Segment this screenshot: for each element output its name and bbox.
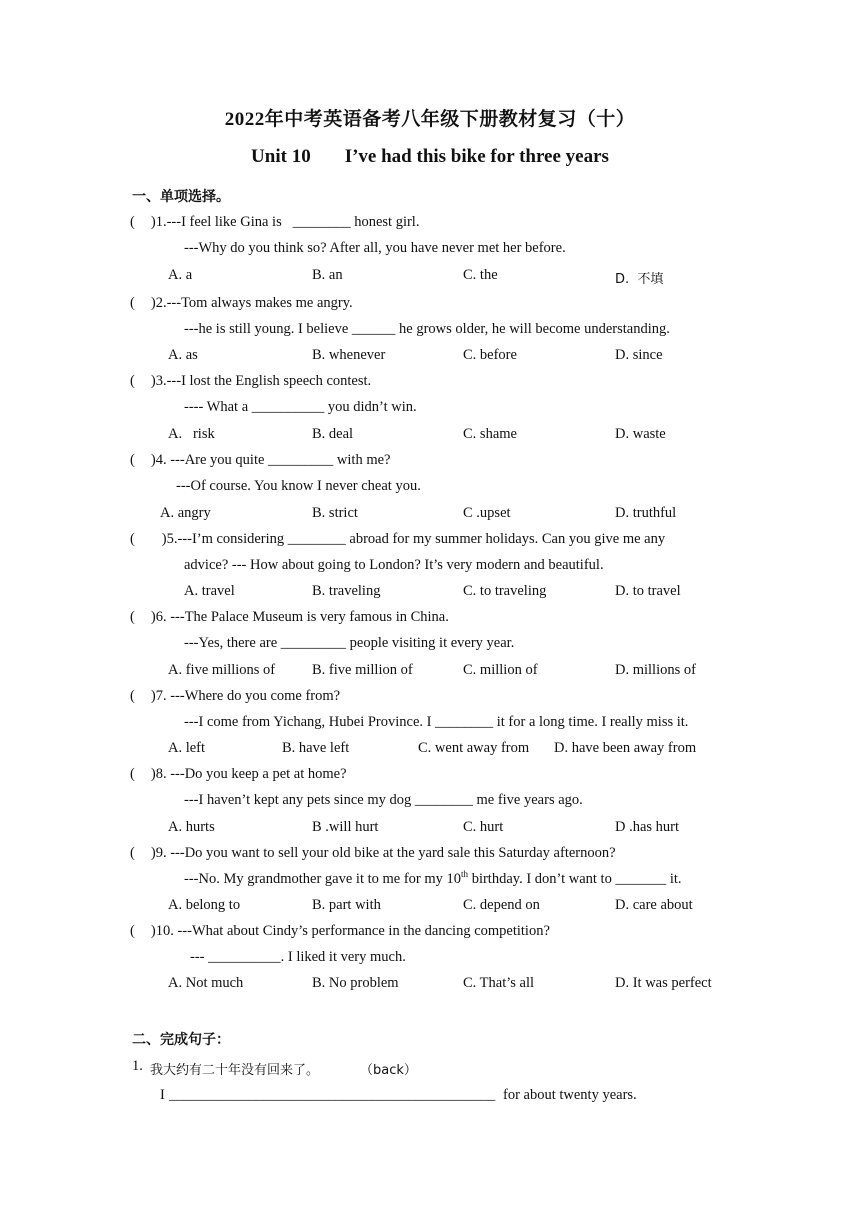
question-stem: )3.---I lost the English speech contest. — [140, 373, 372, 389]
answer-start: I — [160, 1087, 165, 1103]
option-c: C. That’s all — [463, 975, 535, 991]
answer-paren: ( — [130, 295, 135, 311]
question-stem: )2.---Tom always makes me angry. — [140, 295, 353, 311]
option-a: A. Not much — [168, 975, 244, 991]
option-c: C. went away from — [418, 740, 530, 756]
answer-paren: ( — [130, 609, 135, 625]
option-d: D .has hurt — [615, 819, 680, 835]
option-a: A. left — [168, 740, 206, 756]
option-b: B. traveling — [312, 583, 381, 599]
option-c: C. shame — [463, 426, 517, 442]
question-stem: )8. ---Do you keep a pet at home? — [140, 766, 347, 782]
answer-paren: ( — [130, 531, 135, 547]
option-d: D. to travel — [615, 583, 681, 599]
option-a: A. five millions of — [168, 662, 276, 678]
option-d: D. care about — [615, 897, 693, 913]
option-b: B. deal — [312, 426, 354, 442]
ordinal-suffix: th — [461, 869, 469, 880]
answer-end: for about twenty years. — [503, 1087, 637, 1103]
response-start: ---No. My grandmother gave it to me for my 10 — [184, 871, 462, 887]
option-a: A. hurts — [168, 819, 215, 835]
option-d: D. truthful — [615, 505, 677, 521]
option-d: D. It was perfect — [615, 975, 712, 991]
answer-paren: ( — [130, 373, 135, 389]
unit-topic: I’ve had this bike for three years — [344, 146, 609, 167]
option-c: C. before — [463, 347, 517, 363]
question-stem: )4. ---Are you quite _________ with me? — [140, 452, 391, 468]
option-b: B. whenever — [312, 347, 386, 363]
option-c: C. depend on — [463, 897, 540, 913]
answer-paren: ( — [130, 688, 135, 704]
option-c: C. million of — [463, 662, 538, 678]
section-heading-completion: 二、完成句子： — [132, 1032, 230, 1048]
question-response: ---Of course. You know I never cheat you. — [176, 478, 421, 494]
option-c: C. to traveling — [463, 583, 547, 599]
question-response: ---- What a __________ you didn’t win. — [184, 399, 417, 415]
document-title: 2022年中考英语备考八年级下册教材复习（十） — [224, 109, 636, 130]
document-subtitle — [0, 146, 860, 168]
question-response: --- __________. I liked it very much. — [190, 949, 406, 965]
question-stem: )9. ---Do you want to sell your old bike at the yard sale this Saturday afternoon? — [140, 845, 616, 861]
option-d: D. waste — [615, 426, 666, 442]
option-a: A. travel — [184, 583, 235, 599]
option-a: A. risk — [168, 426, 215, 442]
section-heading-choice: 一、单项选择。 — [132, 189, 230, 205]
option-b: B. No problem — [312, 975, 399, 991]
question-response: ---Why do you think so? After all, you have never met her before. — [184, 240, 566, 256]
item-number: 1. — [132, 1058, 143, 1074]
question-stem: )1.---I feel like Gina is ________ honest girl. — [140, 214, 420, 230]
option-d: D. have been away from — [554, 740, 697, 756]
option-a: A. a — [168, 267, 193, 283]
option-d: D. millions of — [615, 662, 696, 678]
question-response: ---I haven’t kept any pets since my dog ________ me five years ago. — [184, 792, 583, 808]
option-c: C .upset — [463, 505, 511, 521]
item-prompt: 我大约有二十年没有回来了。 — [150, 1063, 320, 1078]
question-response: ---he is still young. I believe ______ he grows older, he will become understanding. — [184, 321, 670, 337]
answer-paren: ( — [130, 845, 135, 861]
option-b: B. an — [312, 267, 343, 283]
response-end: birthday. I don’t want to _______ it. — [468, 871, 682, 887]
item-hint: （back） — [360, 1063, 417, 1078]
answer-paren: ( — [130, 214, 135, 230]
option-b: B .will hurt — [312, 819, 379, 835]
question-response: ---Yes, there are _________ people visiting it every year. — [184, 635, 515, 651]
answer-paren: ( — [130, 452, 135, 468]
option-d: D. 不填 — [615, 272, 664, 287]
question-response: advice? --- How about going to London? It’s very modern and beautiful. — [184, 557, 604, 573]
question-stem: )7. ---Where do you come from? — [140, 688, 341, 704]
question-response — [184, 871, 682, 888]
option-a: A. belong to — [168, 897, 241, 913]
answer-paren: ( — [130, 923, 135, 939]
unit-label: Unit 10 — [251, 146, 311, 167]
option-b: B. part with — [312, 897, 381, 913]
option-c: C. hurt — [463, 819, 504, 835]
option-a: A. as — [168, 347, 198, 363]
question-stem: )5.---I’m considering ________ abroad for my summer holidays. Can you give me any — [140, 531, 666, 547]
answer-paren: ( — [130, 766, 135, 782]
option-c: C. the — [463, 267, 498, 283]
option-b: B. five million of — [312, 662, 413, 678]
question-stem: )10. ---What about Cindy’s performance in the dancing competition? — [140, 923, 550, 939]
option-a: A. angry — [160, 505, 211, 521]
option-b: B. have left — [282, 740, 350, 756]
question-stem: )6. ---The Palace Museum is very famous in China. — [140, 609, 449, 625]
answer-blank[interactable]: _____________________________________________ — [169, 1087, 496, 1103]
option-b: B. strict — [312, 505, 358, 521]
option-d: D. since — [615, 347, 663, 363]
question-response: ---I come from Yichang, Hubei Province. I ________ it for a long time. I really miss it. — [184, 714, 689, 730]
